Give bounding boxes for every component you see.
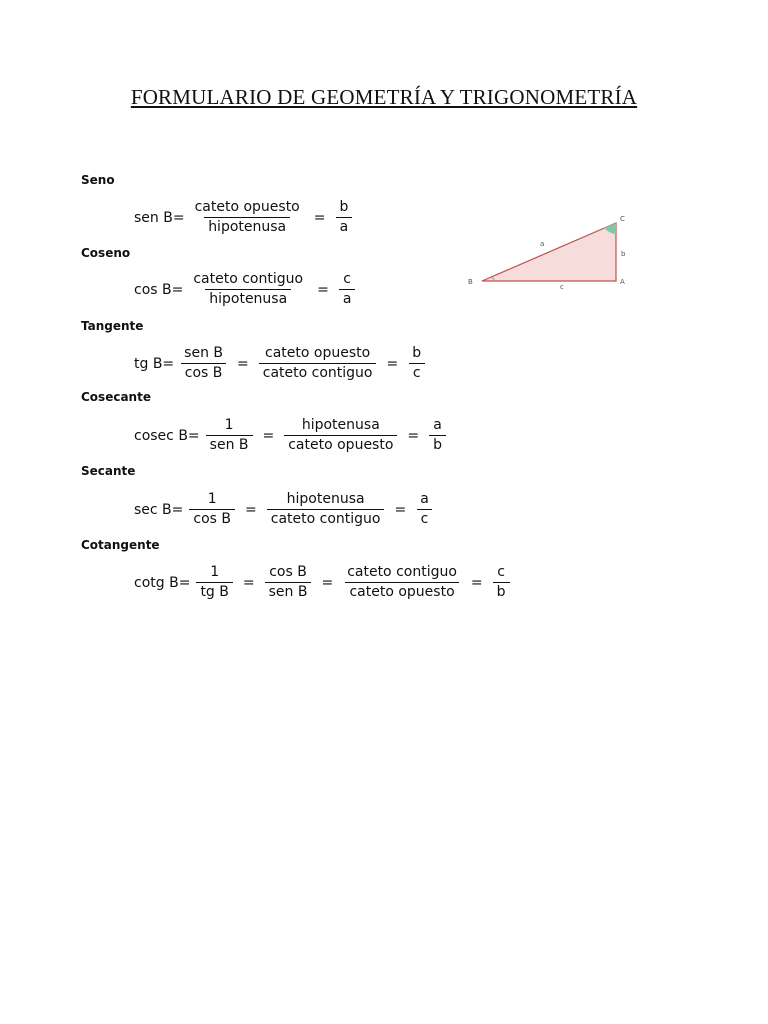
section-label-seno: Seno	[81, 173, 115, 187]
fraction	[429, 417, 446, 454]
side-c-label: c	[560, 283, 564, 291]
formula-seno	[134, 199, 352, 236]
denominator: a	[336, 217, 353, 236]
formula-lhs: sec B=	[134, 501, 184, 518]
denominator: cateto contiguo	[259, 363, 377, 382]
equals-sign: =	[313, 209, 326, 226]
formula-cosecante	[134, 417, 446, 454]
numerator: cateto opuesto	[194, 199, 300, 215]
fraction	[265, 564, 312, 601]
section-label-coseno: Coseno	[81, 246, 131, 260]
triangle-shape	[482, 223, 616, 281]
equals-sign: =	[321, 574, 334, 591]
equals-sign: =	[407, 427, 420, 444]
equals-sign: =	[237, 355, 249, 372]
fraction	[339, 271, 356, 308]
numerator: hipotenusa	[301, 417, 380, 433]
fraction	[206, 417, 253, 454]
numerator: a	[433, 417, 442, 433]
denominator: c	[417, 509, 433, 528]
fraction	[267, 491, 385, 528]
numerator: cos B	[269, 564, 307, 580]
equals-sign: =	[245, 501, 257, 518]
fraction	[335, 199, 352, 236]
denominator: cateto contiguo	[267, 509, 385, 528]
numerator: cateto opuesto	[265, 345, 371, 361]
section-label-secante: Secante	[81, 464, 136, 478]
fraction	[284, 417, 397, 454]
formula-tangente	[134, 345, 425, 382]
numerator: 1	[210, 564, 220, 580]
denominator: b	[493, 582, 510, 601]
equals-sign: =	[317, 281, 329, 298]
denominator: cateto opuesto	[284, 435, 397, 454]
numerator: cateto contiguo	[347, 564, 457, 580]
denominator: c	[409, 363, 425, 382]
numerator: b	[412, 345, 422, 361]
numerator: c	[343, 271, 351, 287]
fraction	[408, 345, 425, 382]
formula-lhs: sen B=	[134, 209, 185, 226]
side-a-label: a	[540, 240, 545, 248]
formula-lhs: cosec B=	[134, 427, 200, 444]
denominator: cateto opuesto	[345, 582, 458, 601]
fraction	[259, 345, 377, 382]
vertex-b-label: B	[468, 278, 473, 286]
fraction	[416, 491, 433, 528]
page-title: FORMULARIO DE GEOMETRÍA Y TRIGONOMETRÍA	[130, 85, 638, 109]
denominator: hipotenusa	[204, 217, 290, 236]
fraction	[343, 564, 461, 601]
fraction	[180, 345, 227, 382]
equals-sign: =	[394, 501, 407, 518]
section-label-cosecante: Cosecante	[81, 390, 151, 404]
formula-coseno	[134, 271, 355, 308]
equals-sign: =	[470, 574, 483, 591]
formula-lhs: cotg B=	[134, 574, 191, 591]
vertex-c-label: C	[620, 215, 625, 223]
fraction	[191, 199, 304, 236]
fraction	[196, 564, 232, 601]
vertex-a-label: A	[620, 278, 625, 286]
numerator: sen B	[184, 345, 224, 361]
fraction	[493, 564, 510, 601]
section-label-cotangente: Cotangente	[81, 538, 160, 552]
denominator: sen B	[265, 582, 312, 601]
formula-cotangente	[134, 564, 510, 601]
denominator: b	[429, 435, 446, 454]
section-label-tangente: Tangente	[81, 319, 144, 333]
equals-sign: =	[242, 574, 255, 591]
numerator: c	[497, 564, 505, 580]
numerator: hipotenusa	[286, 491, 365, 507]
formula-secante	[134, 491, 433, 528]
equals-sign: =	[386, 355, 399, 372]
denominator: hipotenusa	[205, 289, 291, 308]
side-b-label: b	[621, 250, 626, 258]
formula-lhs: cos B=	[134, 281, 184, 298]
formula-lhs: tg B=	[134, 355, 175, 372]
numerator: b	[339, 199, 349, 215]
denominator: a	[339, 289, 356, 308]
equals-sign: =	[262, 427, 275, 444]
numerator: 1	[224, 417, 234, 433]
numerator: 1	[207, 491, 217, 507]
denominator: cos B	[189, 509, 235, 528]
denominator: tg B	[196, 582, 232, 601]
denominator: cos B	[181, 363, 227, 382]
numerator: a	[420, 491, 429, 507]
fraction	[189, 491, 235, 528]
denominator: sen B	[206, 435, 253, 454]
numerator: cateto contiguo	[193, 271, 304, 287]
fraction	[189, 271, 307, 308]
right-triangle-diagram	[464, 210, 644, 295]
